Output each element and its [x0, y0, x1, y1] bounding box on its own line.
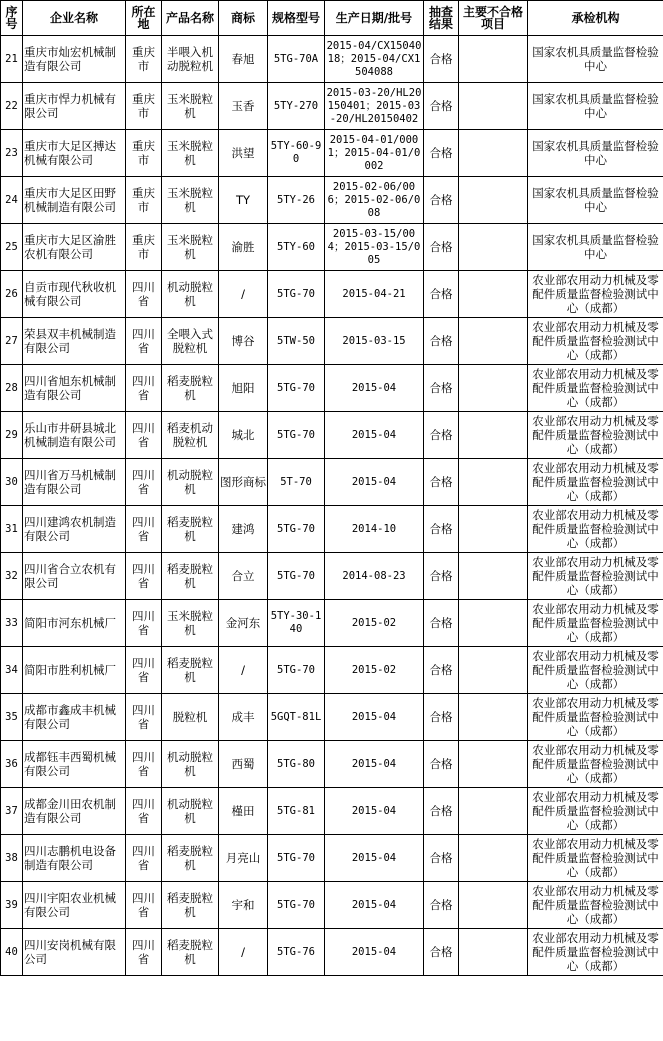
table-row — [1, 553, 663, 600]
cell-defect — [459, 177, 528, 224]
cell-product: 玉米脱粒机 — [162, 224, 219, 271]
table-row — [1, 177, 663, 224]
cell-company: 自贡市现代秋收机械有限公司 — [23, 271, 126, 318]
cell-company: 四川安岗机械有限公司 — [23, 929, 126, 976]
cell-location: 重庆市 — [126, 224, 162, 271]
cell-location: 四川省 — [126, 506, 162, 553]
cell-product: 半喂入机动脱粒机 — [162, 36, 219, 83]
table-row — [1, 600, 663, 647]
cell-location: 四川省 — [126, 318, 162, 365]
cell-no: 40 — [1, 929, 23, 976]
cell-product: 稻麦脱粒机 — [162, 882, 219, 929]
cell-batch: 2015-04 — [325, 835, 424, 882]
table-row — [1, 929, 663, 976]
cell-no: 28 — [1, 365, 23, 412]
cell-model: 5TG-70 — [268, 553, 325, 600]
cell-batch: 2015-04-21 — [325, 271, 424, 318]
cell-company: 重庆市大足区田野机械制造有限公司 — [23, 177, 126, 224]
cell-batch: 2015-03-20/HL20150401；2015-03-20/HL20150402 — [325, 83, 424, 130]
cell-product: 机动脱粒机 — [162, 271, 219, 318]
cell-no: 25 — [1, 224, 23, 271]
cell-no: 24 — [1, 177, 23, 224]
cell-model: 5TG-70A — [268, 36, 325, 83]
cell-location: 重庆市 — [126, 36, 162, 83]
cell-model: 5TY-60 — [268, 224, 325, 271]
cell-batch: 2015-04/CX1504018；2015-04/CX1504088 — [325, 36, 424, 83]
cell-no: 37 — [1, 788, 23, 835]
cell-brand: 建鸿 — [219, 506, 268, 553]
cell-agency: 农业部农用动力机械及零配件质量监督检验测试中心（成都） — [528, 929, 663, 976]
cell-company: 四川宇阳农业机械有限公司 — [23, 882, 126, 929]
cell-company: 简阳市河东机械厂 — [23, 600, 126, 647]
header-defect: 主要不合格项目 — [459, 1, 528, 36]
cell-location: 四川省 — [126, 835, 162, 882]
table-row — [1, 412, 663, 459]
cell-result: 合格 — [424, 83, 459, 130]
cell-model: 5TY-270 — [268, 83, 325, 130]
cell-agency: 农业部农用动力机械及零配件质量监督检验测试中心（成都） — [528, 694, 663, 741]
cell-batch: 2014-08-23 — [325, 553, 424, 600]
cell-no: 33 — [1, 600, 23, 647]
cell-defect — [459, 271, 528, 318]
cell-product: 机动脱粒机 — [162, 741, 219, 788]
cell-agency: 农业部农用动力机械及零配件质量监督检验测试中心（成都） — [528, 318, 663, 365]
cell-defect — [459, 553, 528, 600]
cell-batch: 2015-02 — [325, 647, 424, 694]
cell-location: 四川省 — [126, 412, 162, 459]
cell-defect — [459, 36, 528, 83]
cell-batch: 2015-04 — [325, 788, 424, 835]
cell-agency: 国家农机具质量监督检验中心 — [528, 130, 663, 177]
cell-result: 合格 — [424, 365, 459, 412]
cell-brand: 月亮山 — [219, 835, 268, 882]
header-location: 所在地 — [126, 1, 162, 36]
table-row — [1, 224, 663, 271]
table-row — [1, 647, 663, 694]
cell-agency: 农业部农用动力机械及零配件质量监督检验测试中心（成都） — [528, 788, 663, 835]
cell-defect — [459, 694, 528, 741]
cell-defect — [459, 506, 528, 553]
cell-defect — [459, 83, 528, 130]
cell-location: 重庆市 — [126, 83, 162, 130]
cell-batch: 2015-04 — [325, 459, 424, 506]
cell-brand: 城北 — [219, 412, 268, 459]
table-row — [1, 788, 663, 835]
cell-no: 38 — [1, 835, 23, 882]
cell-location: 四川省 — [126, 459, 162, 506]
cell-result: 合格 — [424, 412, 459, 459]
cell-agency: 农业部农用动力机械及零配件质量监督检验测试中心（成都） — [528, 647, 663, 694]
cell-no: 31 — [1, 506, 23, 553]
cell-agency: 农业部农用动力机械及零配件质量监督检验测试中心（成都） — [528, 741, 663, 788]
table-body — [1, 36, 663, 976]
cell-company: 成都金川田农机制造有限公司 — [23, 788, 126, 835]
cell-result: 合格 — [424, 929, 459, 976]
cell-company: 四川建鸿农机制造有限公司 — [23, 506, 126, 553]
cell-batch: 2015-04-01/0001；2015-04-01/0002 — [325, 130, 424, 177]
header-product: 产品名称 — [162, 1, 219, 36]
table-row — [1, 36, 663, 83]
cell-result: 合格 — [424, 788, 459, 835]
cell-company: 简阳市胜利机械厂 — [23, 647, 126, 694]
cell-brand: 洪望 — [219, 130, 268, 177]
cell-brand: 渝胜 — [219, 224, 268, 271]
cell-model: 5TG-70 — [268, 835, 325, 882]
table-row — [1, 835, 663, 882]
cell-result: 合格 — [424, 882, 459, 929]
cell-company: 成都钰丰西蜀机械有限公司 — [23, 741, 126, 788]
cell-product: 稻麦脱粒机 — [162, 835, 219, 882]
cell-defect — [459, 835, 528, 882]
cell-agency: 农业部农用动力机械及零配件质量监督检验测试中心（成都） — [528, 459, 663, 506]
cell-result: 合格 — [424, 177, 459, 224]
cell-batch: 2015-04 — [325, 741, 424, 788]
cell-agency: 国家农机具质量监督检验中心 — [528, 224, 663, 271]
cell-defect — [459, 741, 528, 788]
cell-product: 玉米脱粒机 — [162, 130, 219, 177]
cell-batch: 2015-04 — [325, 694, 424, 741]
cell-agency: 农业部农用动力机械及零配件质量监督检验测试中心（成都） — [528, 271, 663, 318]
cell-model: 5TG-76 — [268, 929, 325, 976]
table-row — [1, 694, 663, 741]
cell-batch: 2015-02-06/006；2015-02-06/008 — [325, 177, 424, 224]
cell-agency: 国家农机具质量监督检验中心 — [528, 83, 663, 130]
table-row — [1, 506, 663, 553]
cell-location: 四川省 — [126, 647, 162, 694]
header-result: 抽查结果 — [424, 1, 459, 36]
cell-model: 5TG-81 — [268, 788, 325, 835]
cell-model: 5TG-70 — [268, 882, 325, 929]
cell-location: 重庆市 — [126, 177, 162, 224]
cell-product: 稻麦脱粒机 — [162, 553, 219, 600]
cell-batch: 2014-10 — [325, 506, 424, 553]
cell-company: 四川志鹏机电设备制造有限公司 — [23, 835, 126, 882]
cell-product: 玉米脱粒机 — [162, 177, 219, 224]
header-batch: 生产日期/批号 — [325, 1, 424, 36]
cell-batch: 2015-04 — [325, 882, 424, 929]
cell-model: 5TY-30-140 — [268, 600, 325, 647]
cell-product: 玉米脱粒机 — [162, 600, 219, 647]
cell-no: 34 — [1, 647, 23, 694]
cell-location: 四川省 — [126, 694, 162, 741]
cell-no: 30 — [1, 459, 23, 506]
cell-result: 合格 — [424, 271, 459, 318]
cell-model: 5TG-70 — [268, 365, 325, 412]
cell-result: 合格 — [424, 224, 459, 271]
cell-company: 四川省旭东机械制造有限公司 — [23, 365, 126, 412]
cell-company: 乐山市井研县城北机械制造有限公司 — [23, 412, 126, 459]
cell-brand: / — [219, 929, 268, 976]
cell-model: 5TG-70 — [268, 506, 325, 553]
cell-location: 四川省 — [126, 365, 162, 412]
cell-defect — [459, 600, 528, 647]
table-row — [1, 271, 663, 318]
cell-brand: 旭阳 — [219, 365, 268, 412]
cell-product: 稻麦脱粒机 — [162, 365, 219, 412]
cell-defect — [459, 459, 528, 506]
cell-result: 合格 — [424, 647, 459, 694]
cell-brand: 宇和 — [219, 882, 268, 929]
cell-no: 32 — [1, 553, 23, 600]
header-no: 序号 — [1, 1, 23, 36]
cell-agency: 农业部农用动力机械及零配件质量监督检验测试中心（成都） — [528, 835, 663, 882]
header-row — [1, 1, 663, 36]
cell-company: 重庆市灿宏机械制造有限公司 — [23, 36, 126, 83]
cell-model: 5TG-70 — [268, 412, 325, 459]
cell-agency: 农业部农用动力机械及零配件质量监督检验测试中心（成都） — [528, 412, 663, 459]
cell-brand: 春旭 — [219, 36, 268, 83]
cell-agency: 农业部农用动力机械及零配件质量监督检验测试中心（成都） — [528, 600, 663, 647]
cell-product: 机动脱粒机 — [162, 788, 219, 835]
cell-result: 合格 — [424, 600, 459, 647]
cell-no: 29 — [1, 412, 23, 459]
cell-result: 合格 — [424, 741, 459, 788]
cell-brand: 西蜀 — [219, 741, 268, 788]
cell-result: 合格 — [424, 835, 459, 882]
table-row — [1, 365, 663, 412]
cell-defect — [459, 224, 528, 271]
cell-defect — [459, 788, 528, 835]
cell-agency: 农业部农用动力机械及零配件质量监督检验测试中心（成都） — [528, 882, 663, 929]
cell-defect — [459, 130, 528, 177]
cell-brand: / — [219, 647, 268, 694]
cell-product: 稻麦脱粒机 — [162, 506, 219, 553]
cell-model: 5T-70 — [268, 459, 325, 506]
cell-no: 39 — [1, 882, 23, 929]
cell-company: 四川省万马机械制造有限公司 — [23, 459, 126, 506]
cell-brand: 成丰 — [219, 694, 268, 741]
cell-agency: 农业部农用动力机械及零配件质量监督检验测试中心（成都） — [528, 553, 663, 600]
cell-location: 四川省 — [126, 553, 162, 600]
cell-location: 四川省 — [126, 271, 162, 318]
cell-company: 成都市鑫成丰机械有限公司 — [23, 694, 126, 741]
cell-batch: 2015-03-15 — [325, 318, 424, 365]
cell-brand: TY — [219, 177, 268, 224]
table-row — [1, 459, 663, 506]
cell-brand: 图形商标 — [219, 459, 268, 506]
cell-model: 5TG-70 — [268, 647, 325, 694]
cell-batch: 2015-04 — [325, 412, 424, 459]
header-agency: 承检机构 — [528, 1, 663, 36]
cell-company: 重庆市大足区搏达机械有限公司 — [23, 130, 126, 177]
cell-batch: 2015-04 — [325, 929, 424, 976]
table-row — [1, 318, 663, 365]
cell-model: 5TW-50 — [268, 318, 325, 365]
cell-brand: 槿田 — [219, 788, 268, 835]
cell-result: 合格 — [424, 506, 459, 553]
cell-brand: 合立 — [219, 553, 268, 600]
cell-location: 四川省 — [126, 882, 162, 929]
cell-product: 玉米脱粒机 — [162, 83, 219, 130]
cell-company: 荣县双丰机械制造有限公司 — [23, 318, 126, 365]
cell-result: 合格 — [424, 130, 459, 177]
cell-batch: 2015-02 — [325, 600, 424, 647]
table-row — [1, 130, 663, 177]
cell-agency: 农业部农用动力机械及零配件质量监督检验测试中心（成都） — [528, 365, 663, 412]
cell-location: 四川省 — [126, 929, 162, 976]
cell-batch: 2015-03-15/004；2015-03-15/005 — [325, 224, 424, 271]
cell-defect — [459, 412, 528, 459]
cell-model: 5TG-80 — [268, 741, 325, 788]
cell-defect — [459, 318, 528, 365]
cell-defect — [459, 365, 528, 412]
cell-no: 26 — [1, 271, 23, 318]
cell-company: 重庆市大足区渝胜农机有限公司 — [23, 224, 126, 271]
cell-no: 22 — [1, 83, 23, 130]
cell-product: 稻麦机动脱粒机 — [162, 412, 219, 459]
cell-product: 稻麦脱粒机 — [162, 647, 219, 694]
cell-batch: 2015-04 — [325, 365, 424, 412]
cell-agency: 国家农机具质量监督检验中心 — [528, 177, 663, 224]
cell-result: 合格 — [424, 36, 459, 83]
cell-defect — [459, 647, 528, 694]
cell-location: 四川省 — [126, 600, 162, 647]
cell-product: 稻麦脱粒机 — [162, 929, 219, 976]
cell-company: 重庆市悍力机械有限公司 — [23, 83, 126, 130]
cell-location: 重庆市 — [126, 130, 162, 177]
cell-result: 合格 — [424, 694, 459, 741]
cell-brand: 博谷 — [219, 318, 268, 365]
cell-location: 四川省 — [126, 741, 162, 788]
cell-model: 5GQT-81L — [268, 694, 325, 741]
cell-no: 27 — [1, 318, 23, 365]
table-row — [1, 83, 663, 130]
cell-model: 5TY-26 — [268, 177, 325, 224]
cell-result: 合格 — [424, 318, 459, 365]
cell-no: 36 — [1, 741, 23, 788]
cell-defect — [459, 929, 528, 976]
cell-product: 脱粒机 — [162, 694, 219, 741]
cell-no: 35 — [1, 694, 23, 741]
cell-location: 四川省 — [126, 788, 162, 835]
cell-no: 21 — [1, 36, 23, 83]
cell-model: 5TG-70 — [268, 271, 325, 318]
cell-model: 5TY-60-90 — [268, 130, 325, 177]
cell-brand: 金河东 — [219, 600, 268, 647]
cell-brand: 玉香 — [219, 83, 268, 130]
table-row — [1, 882, 663, 929]
cell-agency: 农业部农用动力机械及零配件质量监督检验测试中心（成都） — [528, 506, 663, 553]
cell-agency: 国家农机具质量监督检验中心 — [528, 36, 663, 83]
cell-brand: / — [219, 271, 268, 318]
header-model: 规格型号 — [268, 1, 325, 36]
table-row — [1, 741, 663, 788]
cell-company: 四川省合立农机有限公司 — [23, 553, 126, 600]
cell-no: 23 — [1, 130, 23, 177]
header-brand: 商标 — [219, 1, 268, 36]
cell-product: 全喂入式脱粒机 — [162, 318, 219, 365]
cell-result: 合格 — [424, 459, 459, 506]
cell-product: 机动脱粒机 — [162, 459, 219, 506]
header-company: 企业名称 — [23, 1, 126, 36]
cell-result: 合格 — [424, 553, 459, 600]
cell-defect — [459, 882, 528, 929]
